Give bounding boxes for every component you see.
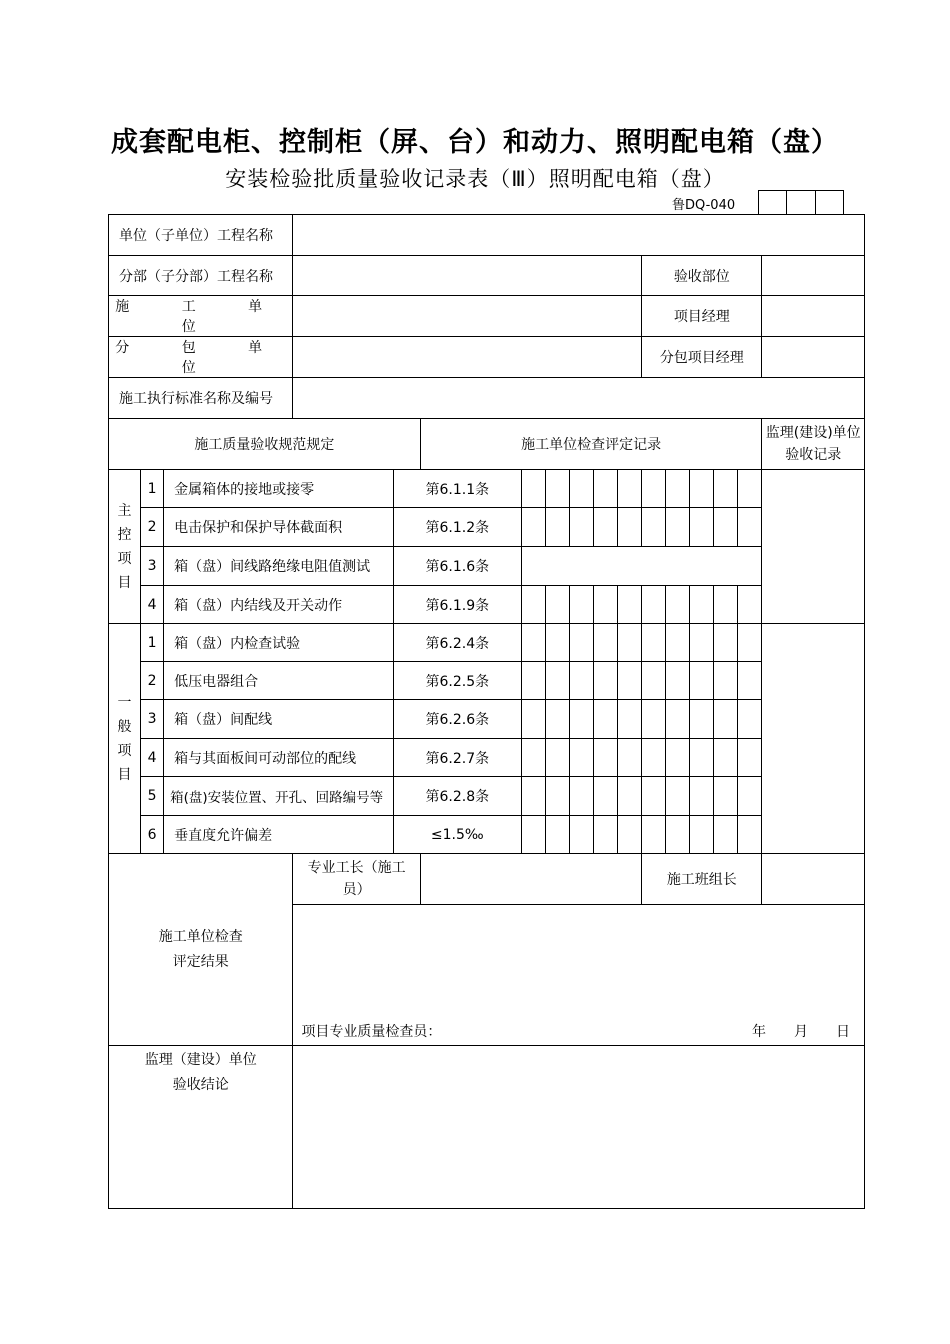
- check-cell[interactable]: [738, 739, 762, 777]
- result-field[interactable]: [293, 905, 865, 1046]
- check-cell[interactable]: [690, 700, 714, 739]
- general-supervisor-cell[interactable]: [762, 624, 865, 854]
- item-name: 箱（盘）间线路绝缘电阻值测试: [164, 547, 394, 586]
- check-cell[interactable]: [521, 777, 545, 816]
- item-name: 箱（盘）内检查试验: [164, 624, 394, 662]
- main-control-label: [109, 470, 141, 624]
- check-cell[interactable]: [642, 816, 666, 854]
- check-cell[interactable]: [618, 816, 642, 854]
- code-boxes: [758, 190, 844, 215]
- item-clause: 第6.2.4条: [393, 624, 521, 662]
- check-cell[interactable]: [570, 816, 594, 854]
- check-cell[interactable]: [521, 624, 545, 662]
- team-leader-field[interactable]: [762, 854, 865, 905]
- check-cell[interactable]: [690, 662, 714, 700]
- inspection-record-table: [108, 214, 865, 1209]
- result-label: [109, 854, 293, 1046]
- item-clause: ≤1.5‰: [393, 816, 521, 854]
- item-clause: 第6.1.1条: [393, 470, 521, 508]
- check-cell-merged[interactable]: [521, 547, 761, 586]
- check-cell[interactable]: [738, 624, 762, 662]
- date-label: 年 月 日: [752, 1024, 850, 1040]
- check-cell[interactable]: [546, 470, 570, 508]
- check-cell[interactable]: [714, 586, 738, 624]
- check-cell[interactable]: [642, 586, 666, 624]
- subcontract-unit-label: 分 包 单 位: [109, 337, 293, 378]
- check-cell[interactable]: [738, 662, 762, 700]
- check-cell[interactable]: [594, 508, 618, 547]
- check-cell[interactable]: [642, 739, 666, 777]
- check-cell[interactable]: [521, 739, 545, 777]
- project-name-label: 单位（子单位）工程名称: [109, 215, 293, 256]
- check-cell[interactable]: [594, 777, 618, 816]
- form-title-line1: 成套配电柜、控制柜（屏、台）和动力、照明配电箱（盘）: [111, 127, 839, 158]
- check-cell[interactable]: [521, 816, 545, 854]
- check-cell[interactable]: [666, 586, 690, 624]
- item-name: 箱（盘）间配线: [164, 700, 394, 739]
- check-cell[interactable]: [594, 816, 618, 854]
- main-control-char: 项: [117, 550, 132, 567]
- subproject-name-field[interactable]: [293, 256, 642, 296]
- check-cell[interactable]: [642, 470, 666, 508]
- foreman-label-line: 专业工长（施工: [307, 860, 406, 876]
- item-clause: 第6.2.8条: [393, 777, 521, 816]
- check-cell[interactable]: [690, 624, 714, 662]
- check-cell[interactable]: [570, 700, 594, 739]
- foreman-field[interactable]: [420, 854, 641, 905]
- check-cell[interactable]: [521, 470, 545, 508]
- item-number: 2: [141, 508, 164, 547]
- general-char: 般: [117, 718, 132, 735]
- check-cell[interactable]: [714, 700, 738, 739]
- check-cell[interactable]: [666, 470, 690, 508]
- check-cell[interactable]: [594, 586, 618, 624]
- check-cell[interactable]: [618, 662, 642, 700]
- check-cell[interactable]: [738, 586, 762, 624]
- check-cell[interactable]: [690, 586, 714, 624]
- check-cell[interactable]: [546, 777, 570, 816]
- check-cell[interactable]: [666, 739, 690, 777]
- check-cell[interactable]: [618, 586, 642, 624]
- check-cell[interactable]: [546, 624, 570, 662]
- item-clause: 第6.1.9条: [393, 586, 521, 624]
- project-manager-field[interactable]: [762, 296, 865, 337]
- supervisor-label-line: 验收结论: [172, 1077, 229, 1093]
- standard-label: 施工执行标准名称及编号: [109, 378, 293, 419]
- check-cell[interactable]: [642, 662, 666, 700]
- check-cell[interactable]: [521, 508, 545, 547]
- check-cell[interactable]: [546, 586, 570, 624]
- inspector-label: 项目专业质量检查员：: [301, 1024, 442, 1040]
- item-number: 5: [141, 777, 164, 816]
- check-cell[interactable]: [738, 470, 762, 508]
- general-label: [109, 624, 141, 854]
- check-cell[interactable]: [738, 508, 762, 547]
- check-cell[interactable]: [738, 816, 762, 854]
- check-cell[interactable]: [690, 470, 714, 508]
- check-cell[interactable]: [521, 586, 545, 624]
- item-clause: 第6.2.6条: [393, 700, 521, 739]
- check-cell[interactable]: [618, 508, 642, 547]
- check-cell[interactable]: [714, 624, 738, 662]
- subcontract-unit-field[interactable]: [293, 337, 642, 378]
- item-name: 箱(盘)安装位置、开孔、回路编号等: [164, 777, 394, 816]
- accept-part-label: 验收部位: [642, 256, 762, 296]
- item-number: 6: [141, 816, 164, 854]
- check-cell[interactable]: [666, 508, 690, 547]
- check-cell[interactable]: [570, 777, 594, 816]
- construction-unit-label: 施 工 单 位: [109, 296, 293, 337]
- check-cell[interactable]: [594, 700, 618, 739]
- check-cell[interactable]: [546, 508, 570, 547]
- subproject-name-label: 分部（子分部）工程名称: [109, 256, 293, 296]
- item-number: 3: [141, 547, 164, 586]
- check-cell[interactable]: [594, 470, 618, 508]
- check-cell[interactable]: [570, 508, 594, 547]
- item-clause: 第6.2.5条: [393, 662, 521, 700]
- item-number: 4: [141, 586, 164, 624]
- accept-part-field[interactable]: [762, 256, 865, 296]
- supervisor-conclusion-label: [109, 1046, 293, 1209]
- general-char: 目: [117, 766, 132, 783]
- supervisor-conclusion-field[interactable]: [293, 1046, 865, 1209]
- check-cell[interactable]: [546, 816, 570, 854]
- check-cell[interactable]: [714, 777, 738, 816]
- subcontract-manager-label: 分包项目经理: [642, 337, 762, 378]
- check-cell[interactable]: [570, 470, 594, 508]
- general-char: 项: [117, 742, 132, 759]
- check-cell[interactable]: [594, 624, 618, 662]
- construction-unit-field[interactable]: [293, 296, 642, 337]
- check-cell[interactable]: [594, 662, 618, 700]
- check-cell[interactable]: [521, 662, 545, 700]
- check-cell[interactable]: [570, 662, 594, 700]
- check-cell[interactable]: [714, 470, 738, 508]
- check-cell[interactable]: [546, 700, 570, 739]
- check-cell[interactable]: [570, 586, 594, 624]
- main-control-char: 主: [117, 502, 132, 519]
- check-cell[interactable]: [594, 739, 618, 777]
- main-control-char: 目: [117, 574, 132, 591]
- item-number: 1: [141, 470, 164, 508]
- item-name: 金属箱体的接地或接零: [164, 470, 394, 508]
- check-cell[interactable]: [570, 739, 594, 777]
- check-cell[interactable]: [618, 700, 642, 739]
- check-cell[interactable]: [546, 662, 570, 700]
- project-name-field[interactable]: [293, 215, 865, 256]
- check-cell[interactable]: [690, 739, 714, 777]
- supervisor-record-header: 监理(建设)单位验收记录: [762, 419, 865, 470]
- supervisor-label-line: 监理（建设）单位: [144, 1052, 257, 1068]
- check-cell[interactable]: [690, 816, 714, 854]
- item-number: 3: [141, 700, 164, 739]
- check-cell[interactable]: [546, 739, 570, 777]
- check-cell[interactable]: [738, 700, 762, 739]
- item-name: 电击保护和保护导体截面积: [164, 508, 394, 547]
- check-cell[interactable]: [521, 700, 545, 739]
- item-name: 垂直度允许偏差: [164, 816, 394, 854]
- check-cell[interactable]: [570, 624, 594, 662]
- check-cell[interactable]: [666, 662, 690, 700]
- check-cell[interactable]: [666, 700, 690, 739]
- check-cell[interactable]: [642, 508, 666, 547]
- check-cell[interactable]: [714, 662, 738, 700]
- check-cell[interactable]: [738, 777, 762, 816]
- spec-header: 施工质量验收规范规定: [109, 419, 421, 470]
- check-cell[interactable]: [714, 508, 738, 547]
- check-cell[interactable]: [642, 700, 666, 739]
- item-name: 箱与其面板间可动部位的配线: [164, 739, 394, 777]
- check-cell[interactable]: [714, 816, 738, 854]
- project-manager-label: 项目经理: [642, 296, 762, 337]
- check-cell[interactable]: [666, 777, 690, 816]
- check-cell[interactable]: [714, 739, 738, 777]
- check-cell[interactable]: [690, 508, 714, 547]
- check-cell[interactable]: [618, 739, 642, 777]
- result-label-line: 评定结果: [172, 953, 229, 970]
- form-code: 鲁DQ-040: [672, 198, 736, 213]
- check-cell[interactable]: [690, 777, 714, 816]
- check-cell[interactable]: [618, 470, 642, 508]
- check-cell[interactable]: [642, 777, 666, 816]
- check-cell[interactable]: [666, 624, 690, 662]
- main-control-supervisor-cell[interactable]: [762, 470, 865, 624]
- item-number: 1: [141, 624, 164, 662]
- item-name: 箱（盘）内结线及开关动作: [164, 586, 394, 624]
- item-number: 4: [141, 739, 164, 777]
- item-clause: 第6.1.2条: [393, 508, 521, 547]
- general-char: 一: [117, 694, 132, 711]
- foreman-label: [293, 854, 420, 905]
- foreman-label-line: 员）: [342, 882, 371, 898]
- check-cell[interactable]: [666, 816, 690, 854]
- team-leader-label: 施工班组长: [642, 854, 762, 905]
- check-cell[interactable]: [642, 624, 666, 662]
- check-cell[interactable]: [618, 777, 642, 816]
- standard-field[interactable]: [293, 378, 865, 419]
- item-clause: 第6.2.7条: [393, 739, 521, 777]
- item-name: 低压电器组合: [164, 662, 394, 700]
- result-label-line: 施工单位检查: [158, 928, 243, 945]
- main-control-char: 控: [117, 526, 132, 543]
- check-record-header: 施工单位检查评定记录: [420, 419, 762, 470]
- item-number: 2: [141, 662, 164, 700]
- form-title-line2: 安装检验批质量验收记录表（Ⅲ）照明配电箱（盘）: [225, 167, 725, 191]
- subcontract-manager-field[interactable]: [762, 337, 865, 378]
- item-clause: 第6.1.6条: [393, 547, 521, 586]
- check-cell[interactable]: [618, 624, 642, 662]
